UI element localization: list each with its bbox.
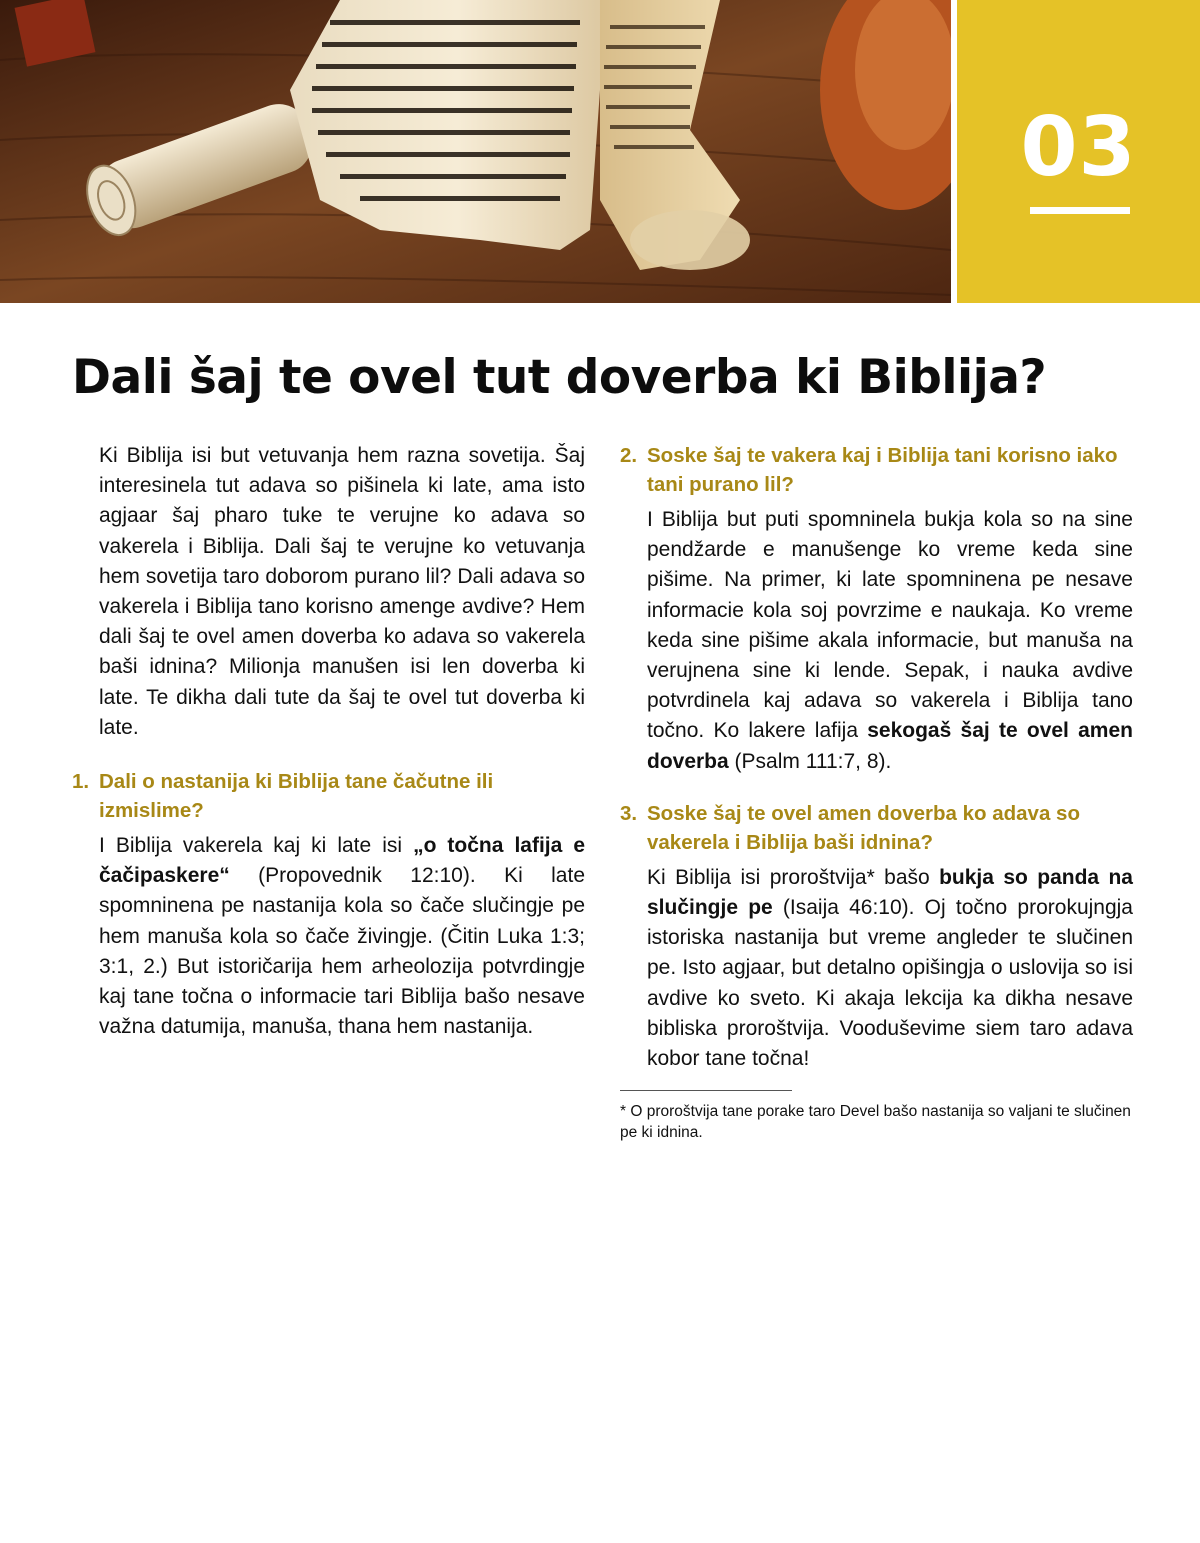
section-2-bold: sekogaš šaj te ovel amen doverba (647, 719, 1133, 773)
section-2-body (620, 505, 1133, 777)
section-1-title: Dali o nastanija ki Biblija tane čačutne ili izmislime? (99, 770, 494, 823)
section-3-text-b: (Isaija 46:10). Oj točno prorokujngja istoriska nastanija but vreme angleder te slučinen pe. Isto agjaar, but detalno opišingja o uslovija so isi avdive ko sveto. Ki akaja lekcija ka dikha nesave bibliska proroštvija. Vooduševime siem taro adava kobor tane točna! (647, 896, 1133, 1071)
lesson-badge (957, 0, 1200, 303)
lesson-underline (1030, 207, 1130, 214)
section-1-heading (72, 767, 585, 825)
section-3-number: 3. (620, 801, 638, 825)
section-3-body (620, 863, 1133, 1074)
section-2-text-b: (Psalm 111:7, 8). (728, 749, 892, 773)
section-2-title: Soske šaj te vakera kaj i Biblija tani korisno iako tani purano lil? (647, 444, 1118, 496)
section-3-bold: bukja so panda na slučingje pe (647, 865, 1133, 920)
page-title: Dali šaj te ovel tut doverba ki Biblija? (72, 350, 1047, 405)
section-3-title: Soske šaj te ovel amen doverba ko adava so vakerela i Biblija baši idnina? (647, 801, 1080, 854)
section-1-number: 1. (72, 770, 90, 794)
section-2-text-a: I Biblija but puti spomninela bukja kola so na sine pendžarde e manušenge ko vreme keda sine pišime. Na primer, ki late spomninena pe nesave informacie kola soj povrzime e naukaja. Ko vreme keda sine pišime akala informacie, but manuša na verujnena sine ki lende. Sepak, i nauka avdive potvrdinela kaj adava so vakerela i Biblija tano točno. Ko lakere lafija (647, 508, 1133, 743)
section-1-body (72, 831, 585, 1042)
footnote: * O proroštvija tane porake taro Devel bašo nastanija so valjani te slučinen pe ki idnina. (620, 1103, 1131, 1142)
section-1-text-a: I Biblija vakerela kaj ki late isi (99, 834, 414, 858)
section-2-number: 2. (620, 444, 638, 467)
section-1-bold: „o točna lafija e čačipaskere“ (99, 834, 586, 888)
section-2-heading (620, 441, 1133, 499)
intro-paragraph: Ki Biblija isi but vetuvanja hem razna sovetija. Šaj interesinela tut adava so pišinela ki late, ama isto agjaar šaj pharo tuke te verujne ko adava so vakerela i Biblija. Dali šaj te verujne ko vetuvanja hem sovetija taro doborom purano lil? Dali adava so vakerela i Biblija tano korisno amenge avdive? Hem dali šaj te ovel amen doverba ko adava so vakerela baši idnina? Milionja manušen isi len doverba ki late. Te dikha dali tute da šaj te ovel tut doverba ki late. (99, 444, 585, 739)
right-column (620, 441, 1133, 1143)
left-column (72, 441, 585, 1042)
section-3-text-a: Ki Biblija isi proroštvija* bašo (647, 865, 940, 889)
header-photo (0, 0, 951, 303)
scrolls-illustration (0, 0, 951, 303)
lesson-number: 03 (1020, 100, 1137, 195)
footnote-divider (620, 1090, 792, 1091)
section-1-text-b: (Propovednik 12:10). Ki late spomninena pe nastanija kola so čače slučingje pe hem manuša kola so čače živingje. (Čitin Luka 1:3; 3:1, 2.) But istoričarija hem arheolozija potvrdingje kaj tane točna o informacie tari Biblija bašo nesave važna datumija, manuša, thana hem nastanija. (99, 864, 585, 1039)
section-3-heading (620, 799, 1133, 857)
